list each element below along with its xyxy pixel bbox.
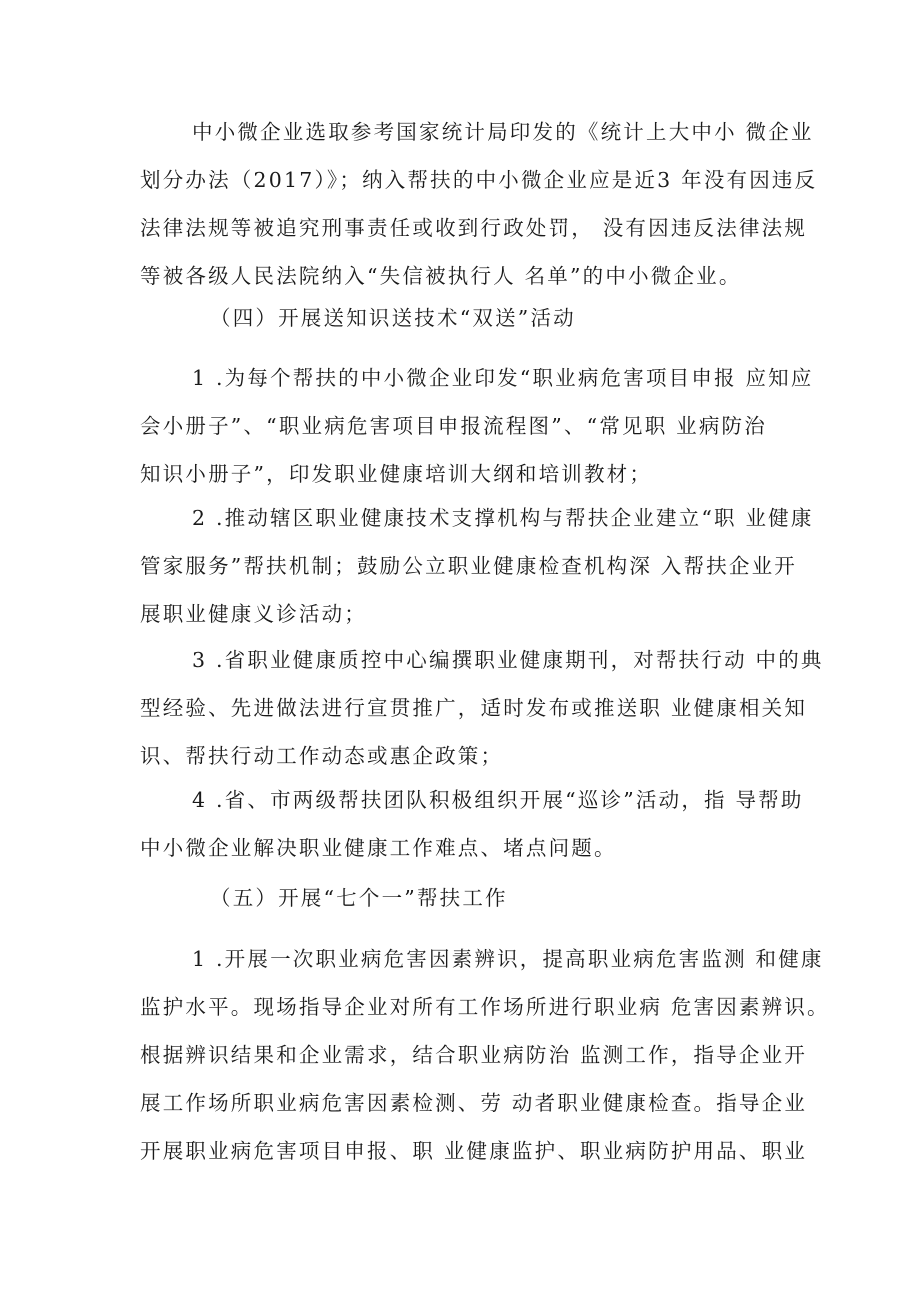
paragraph-item-3 xyxy=(140,636,824,780)
text-line: 知识小册子”，印发职业健康培训大纲和培训教材； xyxy=(140,462,653,486)
text-line: 中小微企业选取参考国家统计局印发的《统计上大中小 微企业 xyxy=(192,120,814,144)
text-line: 展工作场所职业病危害因素检测、劳 动者职业健康检查。指导企业 xyxy=(140,1091,808,1115)
paragraph-item-2 xyxy=(140,494,814,638)
text-line: 会小册子”、“职业病危害项目申报流程图”、“常见职 业病防治 xyxy=(140,414,767,438)
section-heading-5 xyxy=(140,874,790,922)
text-line: 根据辨识结果和企业需求，结合职业病防治 监测工作，指导企业开 xyxy=(140,1043,808,1067)
text-line: 等被各级人民法院纳入“失信被执行人 名单”的中小微企业。 xyxy=(140,264,742,288)
text-line: 型经验、先进做法进行宣贯推广，适时发布或推送职 业健康相关知 xyxy=(140,696,808,720)
text-line: 划分办法（2017）》；纳入帮扶的中小微企业应是近3 年没有因违反 xyxy=(140,168,818,192)
text-line: 监护水平。现场指导企业对所有工作场所进行职业病 危害因素辨识。 xyxy=(140,995,830,1019)
text-line: 管家服务”帮扶机制；鼓励公立职业健康检查机构深 入帮扶企业开 xyxy=(140,554,797,578)
text-line: 1 .为每个帮扶的中小微企业印发“职业病危害项目申报 应知应 xyxy=(192,366,814,390)
paragraph-item-1 xyxy=(140,354,814,498)
text-line: 中小微企业解决职业健康工作难点、堵点问题。 xyxy=(140,836,617,860)
text-line: 3 .省职业健康质控中心编撰职业健康期刊，对帮扶行动 中的典 xyxy=(192,648,824,672)
text-line: 4 .省、市两级帮扶团队积极组织开展“巡诊”活动，指 导帮助 xyxy=(192,788,804,812)
text-line: 展职业健康义诊活动； xyxy=(140,602,367,626)
text-line: 开展职业病危害项目申报、职 业健康监护、职业病防护用品、职业 xyxy=(140,1139,808,1163)
text-line: 法律法规等被追究刑事责任或收到行政处罚， 没有因违反法律法规 xyxy=(140,216,808,240)
text-line: 1 .开展一次职业病危害因素辨识，提高职业病危害监测 和健康 xyxy=(192,947,824,971)
heading-text: （五）开展“七个一”帮扶工作 xyxy=(210,886,508,910)
text-line: 2 .推动辖区职业健康技术支撑机构与帮扶企业建立“职 业健康 xyxy=(192,506,814,530)
heading-text: （四）开展送知识送技术“双送”活动 xyxy=(210,306,576,330)
section-heading-4 xyxy=(140,294,790,342)
paragraph-item-4 xyxy=(140,776,804,872)
text-line: 识、帮扶行动工作动态或惠企政策； xyxy=(140,744,504,768)
paragraph-seven-ones-item-1 xyxy=(140,935,830,1175)
paragraph-enterprise-selection xyxy=(140,108,818,300)
